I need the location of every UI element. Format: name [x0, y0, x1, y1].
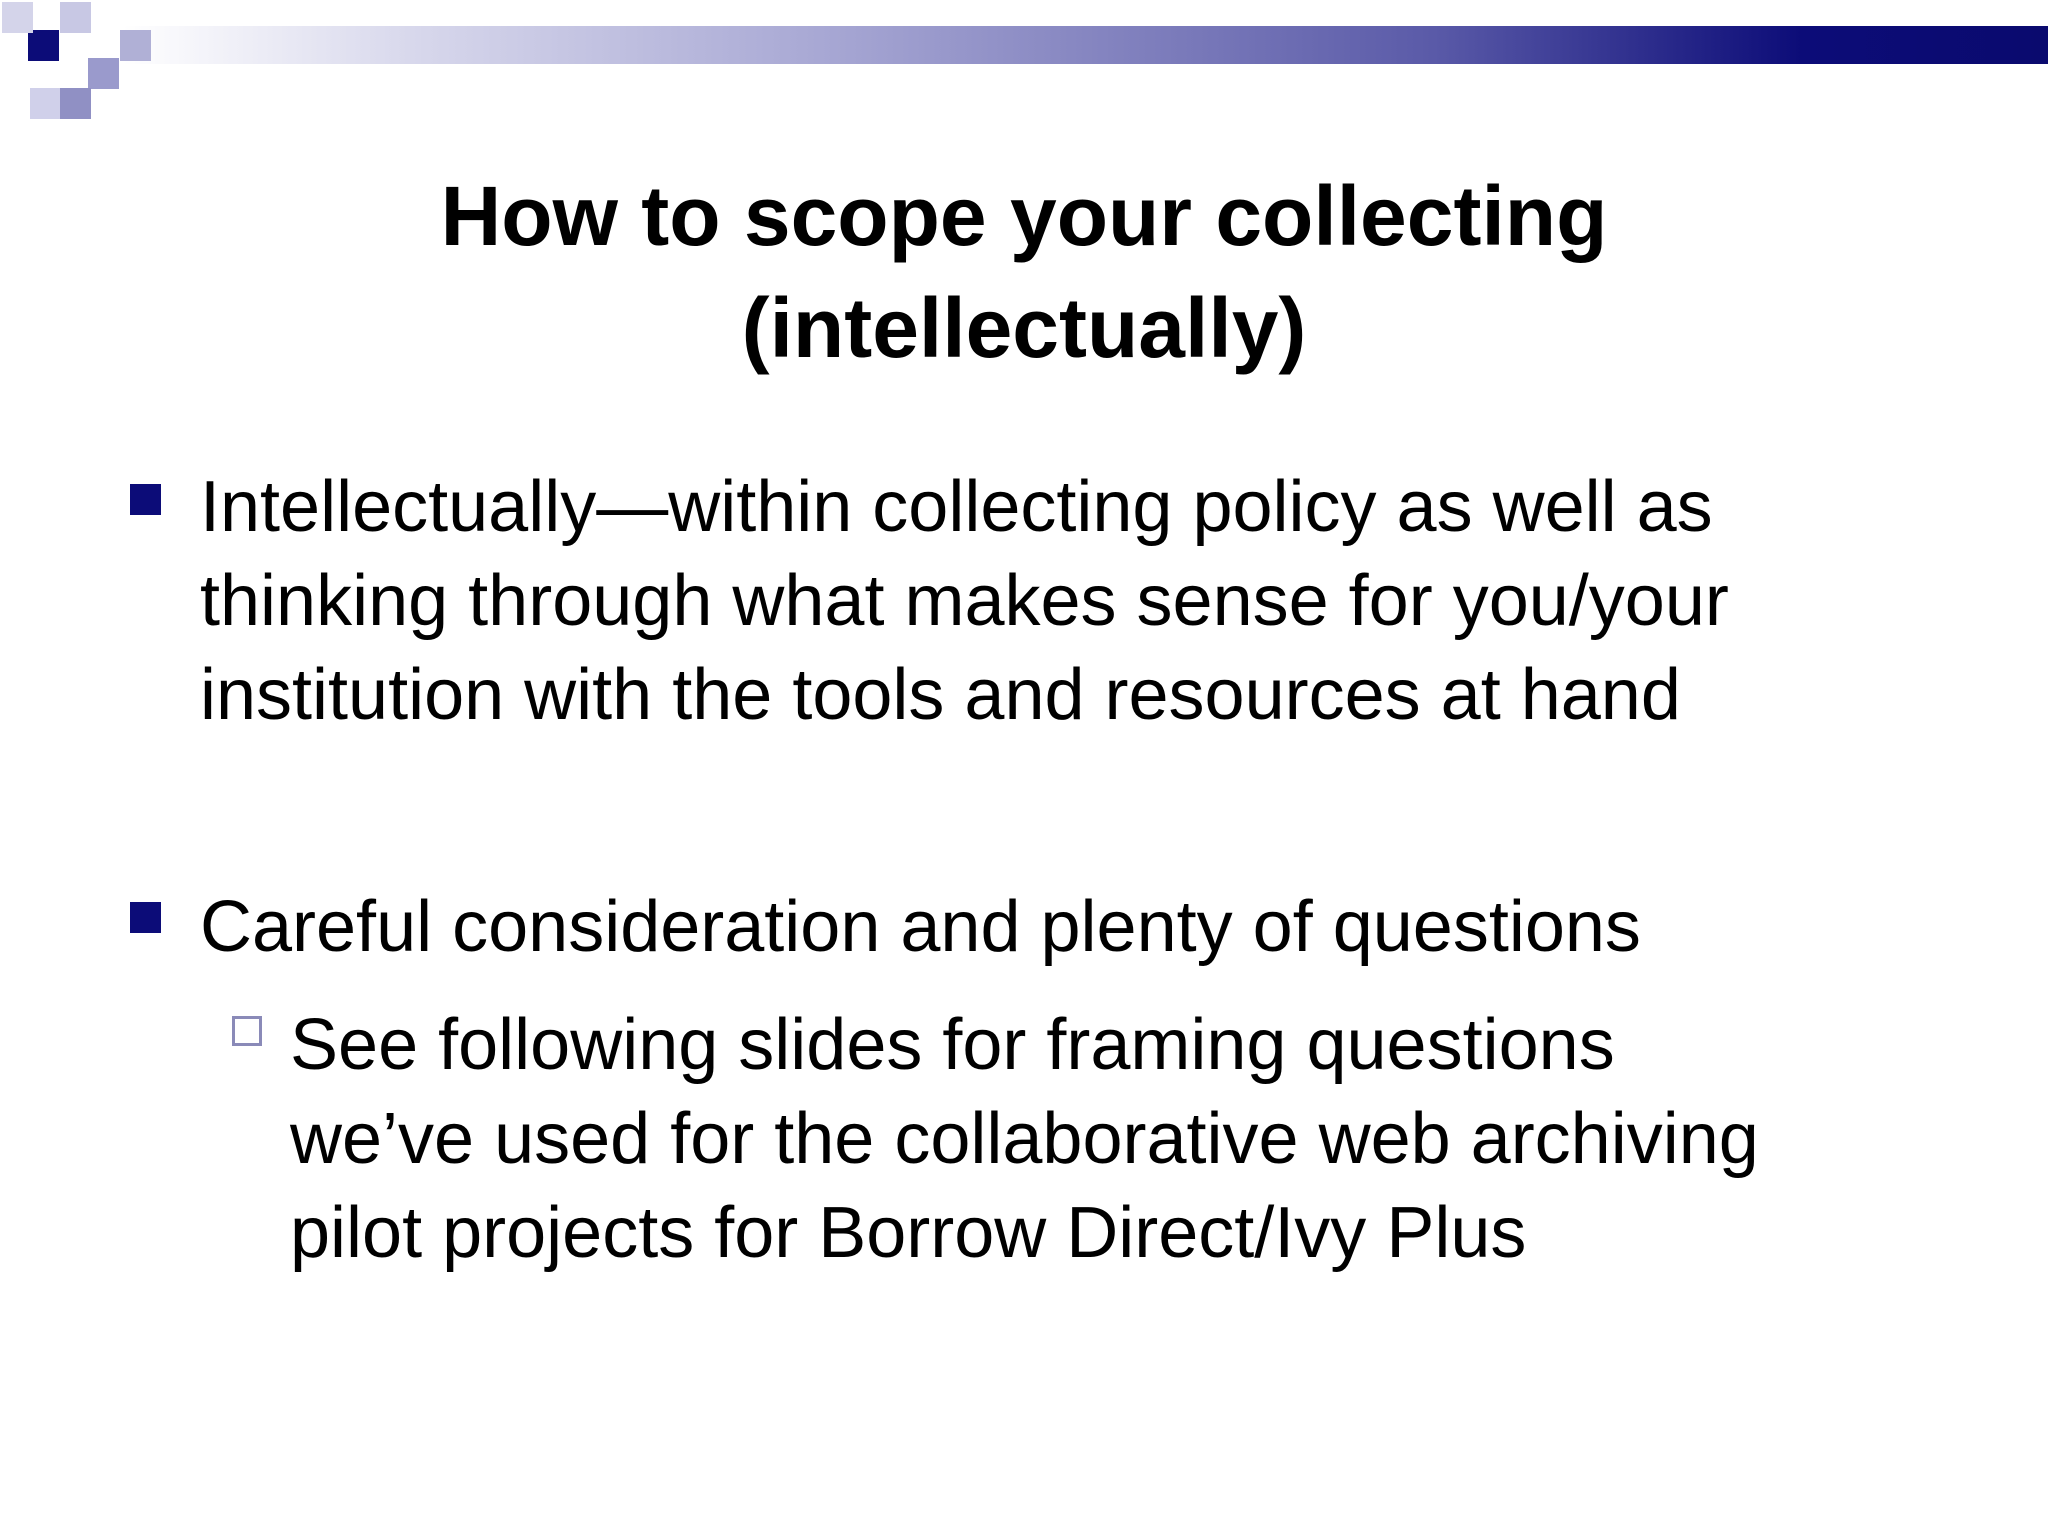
corner-square-dark [28, 30, 59, 61]
corner-square-light [60, 2, 91, 33]
sub-bullet-text-line: See following slides for framing questions [290, 1005, 1615, 1085]
bullet-marker [130, 484, 161, 515]
slide-title-line: How to scope your collecting [440, 169, 1608, 263]
bullet-text [200, 880, 1641, 974]
bullet-text-line: Intellectually—within collecting policy as well as [200, 467, 1713, 547]
header-gradient-band [0, 26, 2048, 64]
bullet-text-line: institution with the tools and resources at hand [200, 655, 1681, 735]
bullet-text-line: thinking through what makes sense for you/your [200, 561, 1729, 641]
slide-title-line: (intellectually) [741, 281, 1307, 375]
sub-bullet-marker [232, 1016, 262, 1046]
slide-title [0, 160, 2048, 384]
bullet-text-line: Careful consideration and plenty of questions [200, 887, 1641, 967]
sub-bullet-text-line: we’ve used for the collaborative web archiving [290, 1099, 1759, 1179]
bullet-marker [130, 902, 161, 933]
corner-square-light [30, 88, 61, 119]
corner-square-mid [120, 30, 151, 61]
corner-square-light [2, 2, 33, 33]
sub-bullet-text-line: pilot projects for Borrow Direct/Ivy Plus [290, 1193, 1527, 1273]
corner-square-mid [60, 88, 91, 119]
sub-bullet-text [290, 998, 1759, 1280]
corner-square-mid [88, 58, 119, 89]
bullet-text [200, 460, 1729, 742]
